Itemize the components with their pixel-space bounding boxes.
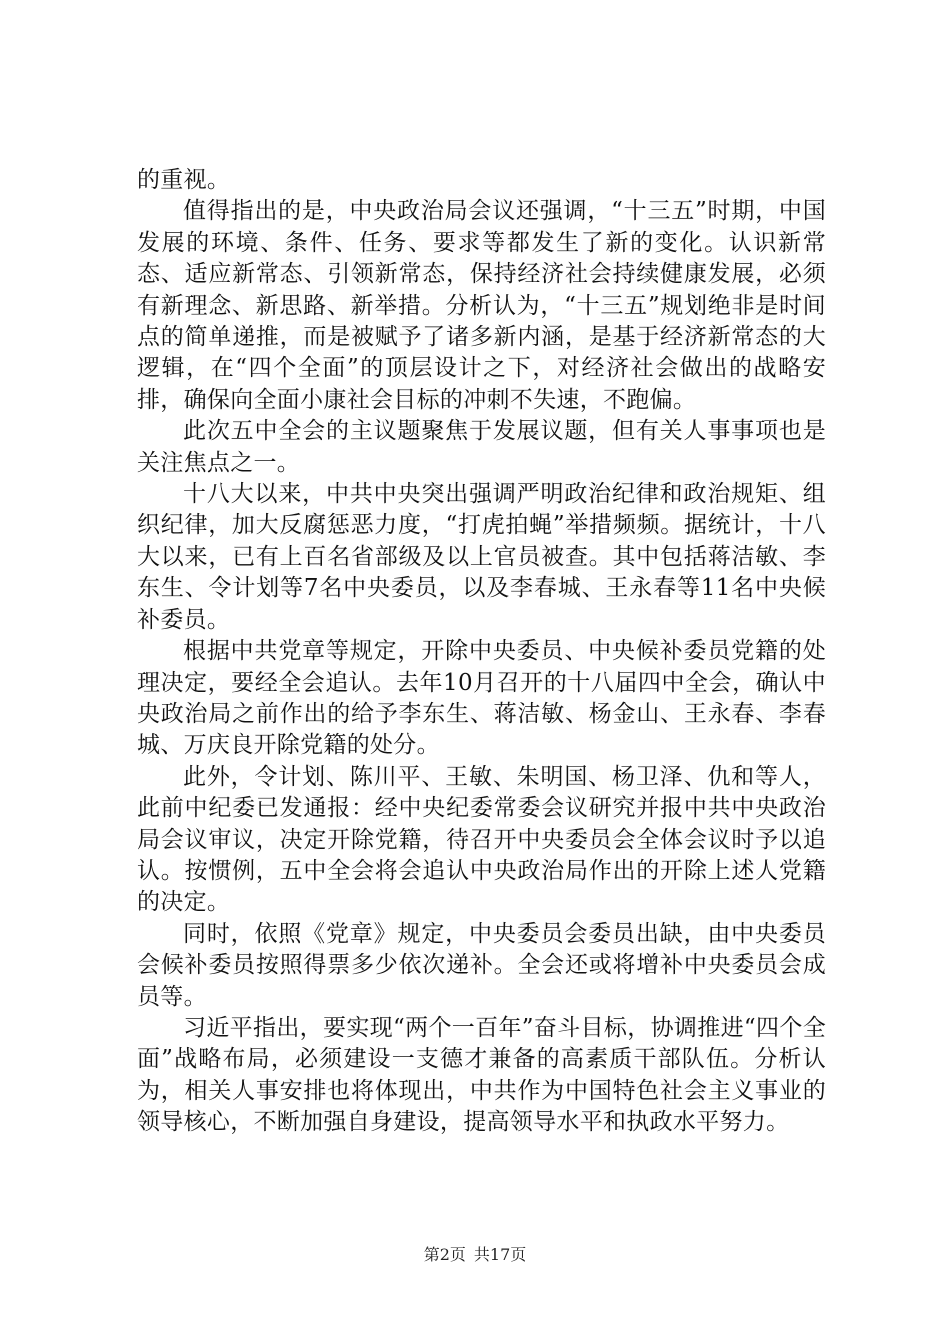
- paragraph: 十八大以来，中共中央突出强调严明政治纪律和政治规矩、组织纪律，加大反腐惩恶力度，“打虎拍蝇”举措频频。据统计，十八大以来，已有上百名省部级及以上官员被查。其中包括蒋洁敏、李东生、令计划等7名中央委员，以及李春城、王永春等11名中央候补委员。: [137, 481, 826, 633]
- page-total: 共17页: [473, 1245, 527, 1264]
- paragraph: 此外，令计划、陈川平、王敏、朱明国、杨卫泽、仇和等人，此前中纪委已发通报：经中央纪委常委会议研究并报中共中央政治局会议审议，决定开除党籍，待召开中央委员会全体会议时予以追认。按惯例，五中全会将会追认中央政治局作出的开除上述人党籍的决定。: [137, 763, 826, 916]
- page-number: 第2页: [423, 1245, 466, 1264]
- paragraph: 习近平指出，要实现“两个一百年”奋斗目标，协调推进“四个全面”战略布局，必须建设一支德才兼备的高素质干部队伍。分析认为，相关人事安排也将体现出，中共作为中国特色社会主义事业的领导核心，不断加强自身建设，提高领导水平和执政水平努力。: [137, 1014, 826, 1136]
- document-body: [137, 165, 826, 1139]
- paragraph: 此次五中全会的主议题聚焦于发展议题，但有关人事事项也是关注焦点之一。: [137, 418, 826, 476]
- paragraph-continuation: 的重视。: [137, 167, 231, 193]
- paragraph: 值得指出的是，中央政治局会议还强调，“十三五”时期，中国发展的环境、条件、任务、要求等都发生了新的变化。认识新常态、适应新常态、引领新常态，保持经济社会持续健康发展，必须有新理念、新思路、新举措。分析认为，“十三五”规划绝非是时间点的简单递推，而是被赋予了诸多新内涵，是基于经济新常态的大逻辑，在“四个全面”的顶层设计之下，对经济社会做出的战略安排，确保向全面小康社会目标的冲刺不失速，不跑偏。: [137, 198, 826, 413]
- paragraph: 根据中共党章等规定，开除中央委员、中央候补委员党籍的处理决定，要经全会追认。去年10月召开的十八届四中全会，确认中央政治局之前作出的给予李东生、蒋洁敏、杨金山、王永春、李春城、万庆良开除党籍的处分。: [137, 638, 826, 759]
- paragraph: 同时，依照《党章》规定，中央委员会委员出缺，由中央委员会候补委员按照得票多少依次递补。全会还或将增补中央委员会成员等。: [137, 920, 826, 1010]
- page-footer: [0, 1242, 950, 1265]
